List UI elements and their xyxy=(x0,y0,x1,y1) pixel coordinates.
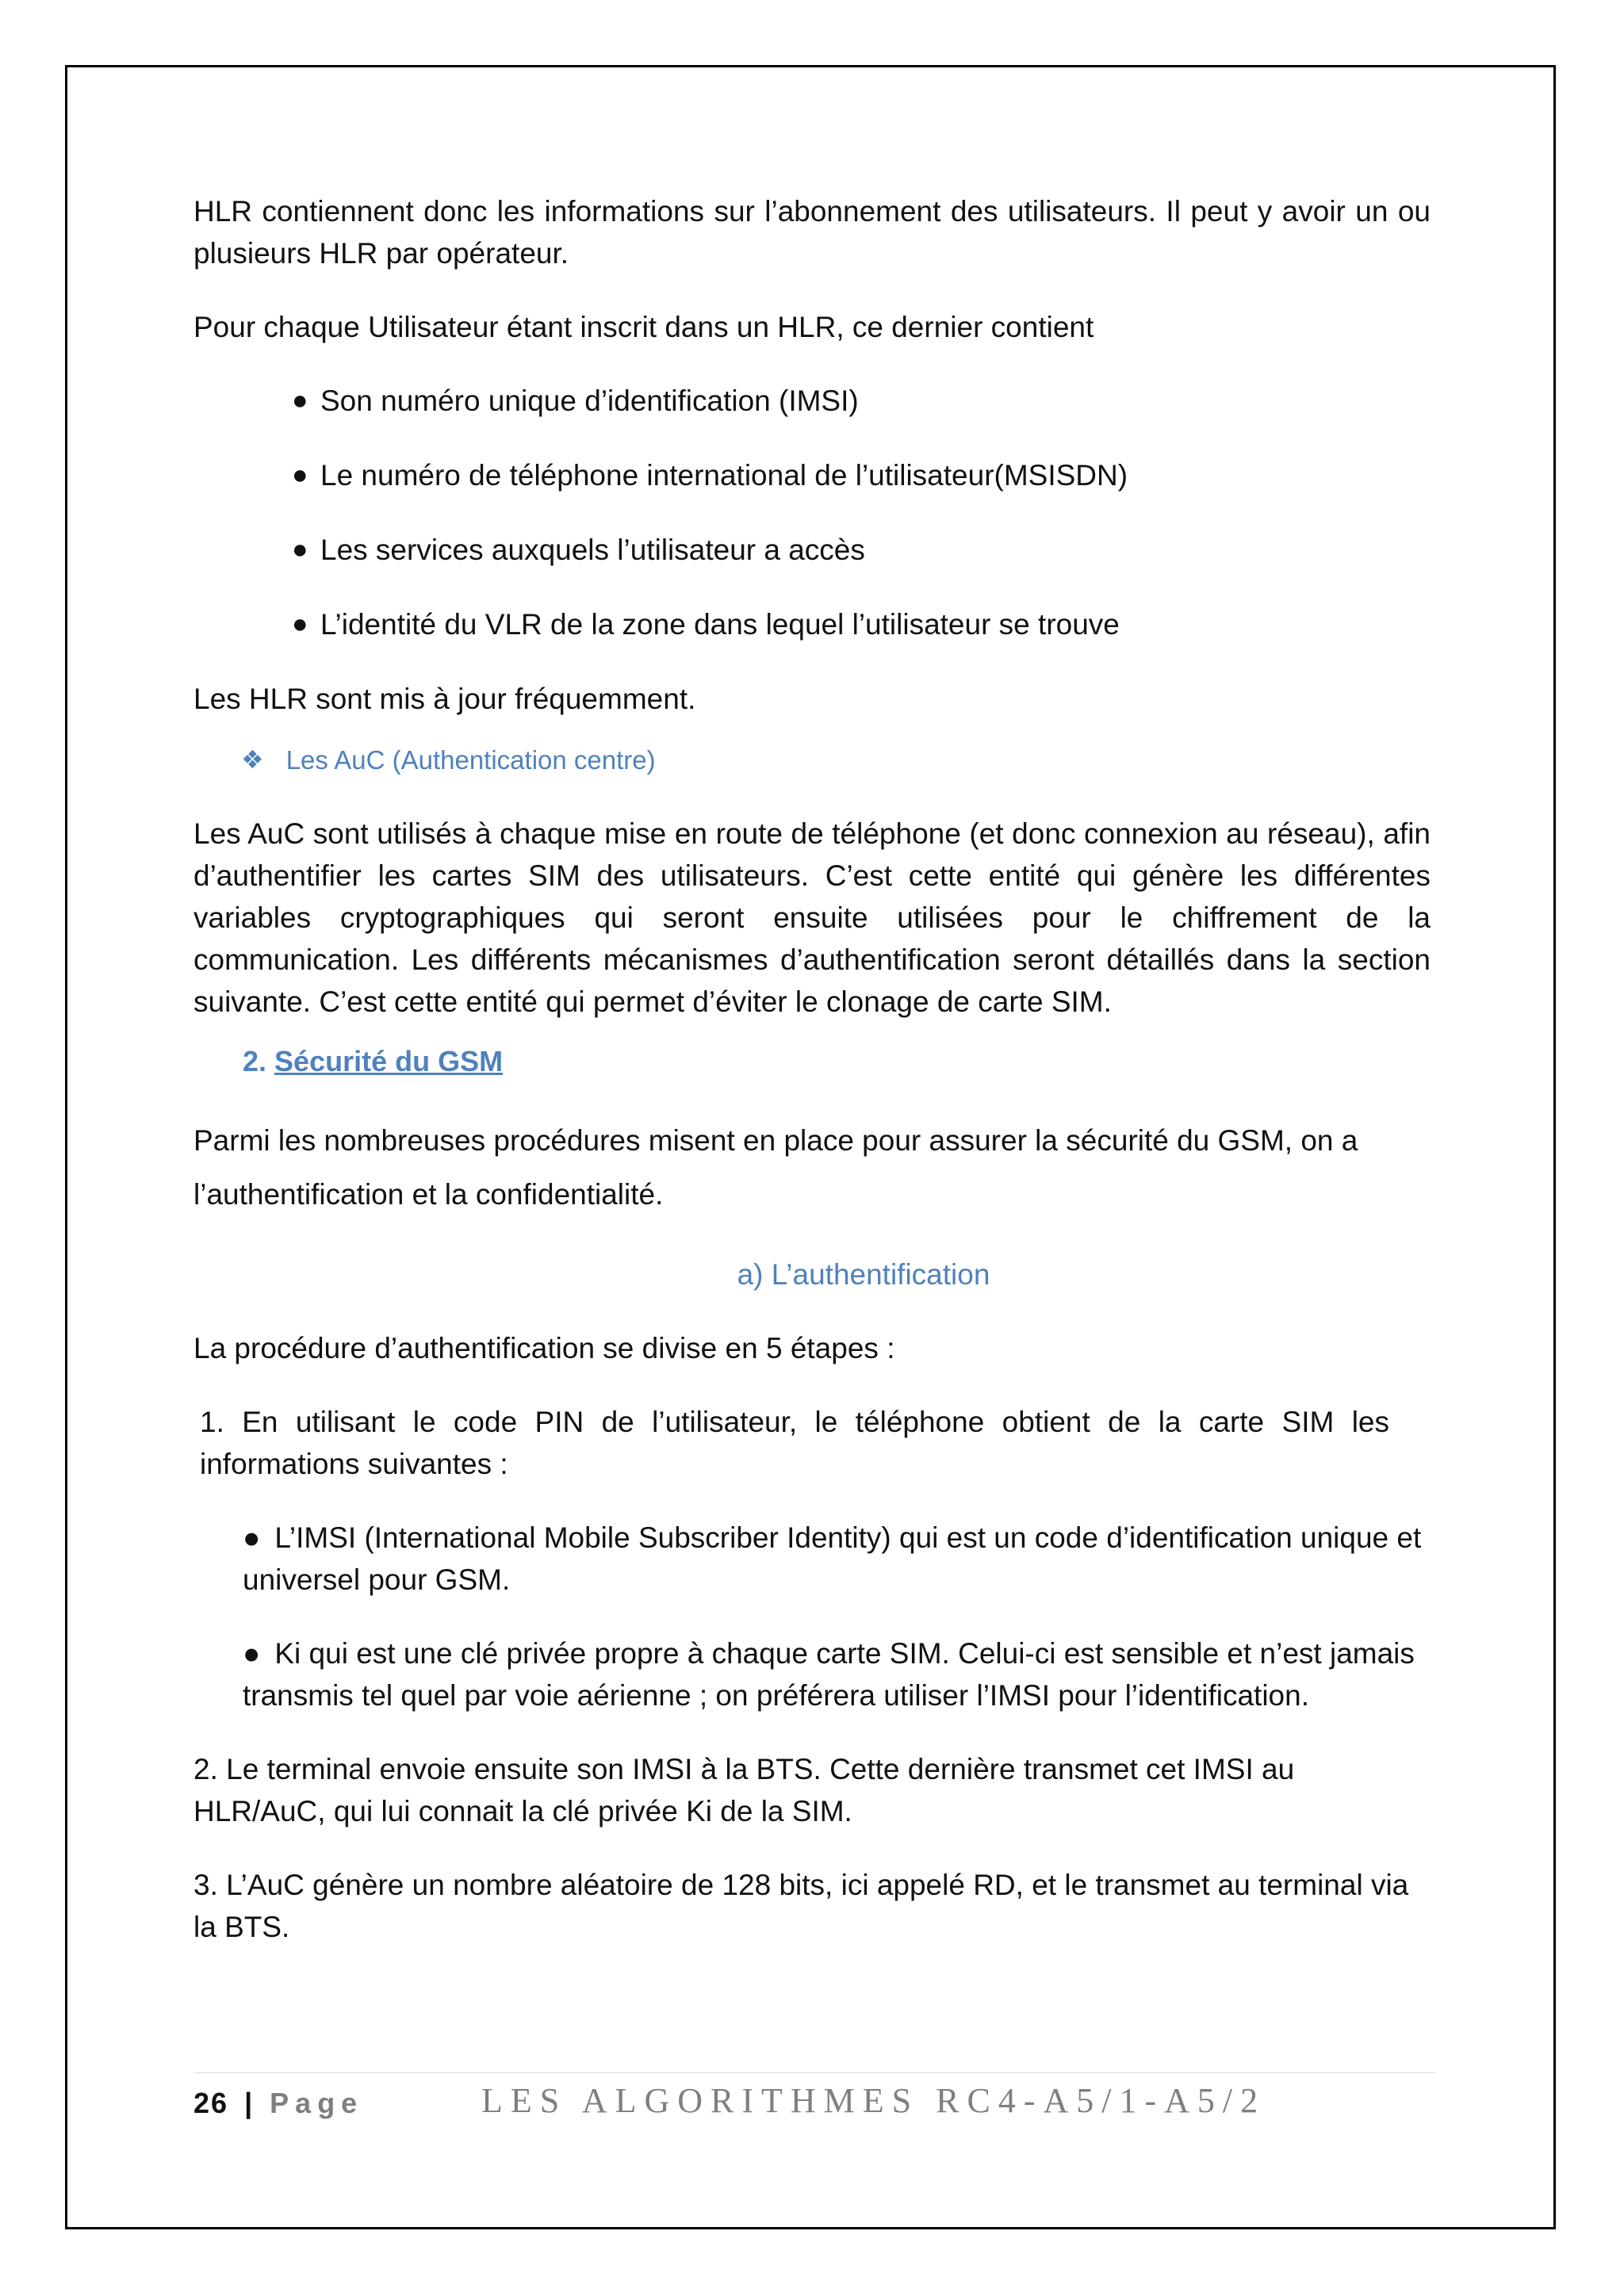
step-1-bullet-ki: ● Ki qui est une clé privée propre à chaque carte SIM. Celui-ci est sensible et n’est jamais transmis tel quel par voie aérienne ; on préférera utiliser l’IMSI pour l’identification. xyxy=(243,1637,1415,1712)
paragraph-hlr-intro: HLR contiennent donc les informations sur l’abonnement des utilisateurs. Il peut y avoir un ou plusieurs HLR par opérateur. xyxy=(193,195,1431,270)
paragraph-securite: Parmi les nombreuses procédures misent en place pour assurer la sécurité du GSM, on a l’authentification et la confidentialité. xyxy=(193,1124,1358,1211)
bullet-icon: ● xyxy=(292,534,308,564)
footer-divider xyxy=(193,2072,1435,2073)
list-item: ● Les services auxquels l’utilisateur a accès xyxy=(193,529,1431,571)
paragraph-hlr-contains: Pour chaque Utilisateur étant inscrit dans un HLR, ce dernier contient xyxy=(193,311,1094,343)
list-item: ● Son numéro unique d’identification (IMSI) xyxy=(193,380,1431,422)
bullet-icon: ● xyxy=(292,385,308,415)
step-3: 3. L’AuC génère un nombre aléatoire de 128 bits, ici appelé RD, et le transmet au terminal via la BTS. xyxy=(193,1869,1409,1943)
section-heading-securite: 2. Sécurité du GSM xyxy=(243,1045,504,1077)
step-2: 2. Le terminal envoie ensuite son IMSI à la BTS. Cette dernière transmet cet IMSI au HLR/AuC, qui lui connait la clé privée Ki de la SIM. xyxy=(193,1753,1295,1827)
bullet-icon: ● xyxy=(243,1521,261,1554)
bullet-icon: ● xyxy=(292,609,308,639)
document-body xyxy=(193,190,1431,1980)
document-title: LES ALGORITHMES RC4-A5/1-A5/2 xyxy=(481,2081,1266,2120)
step-1: 1. En utilisant le code PIN de l’utilisateur, le téléphone obtient de la carte SIM les informations suivantes : xyxy=(200,1406,1389,1480)
paragraph-hlr-update: Les HLR sont mis à jour fréquemment. xyxy=(193,683,696,715)
page-number: 26 | Page xyxy=(193,2087,364,2119)
auc-heading: ❖ Les AuC (Authentication centre) xyxy=(241,739,1431,781)
diamond-bullet-icon: ❖ xyxy=(241,745,264,774)
hlr-bullet-list xyxy=(193,380,1431,645)
paragraph-auc: Les AuC sont utilisés à chaque mise en route de téléphone (et donc connexion au réseau), afin d’authentifier les cartes SIM des utilisateurs. C’est cette entité qui génère les différentes variables cryptographiques qui seront ensuite utilisées pour le chiffrement de la communication. Les différents mécanismes d’authentification seront détaillés dans la section suivante. C’est cette entité qui permet d’éviter le clonage de carte SIM. xyxy=(193,817,1431,1018)
page-footer xyxy=(193,2080,1435,2125)
list-item: ● L’identité du VLR de la zone dans lequel l’utilisateur se trouve xyxy=(193,603,1431,645)
bullet-icon: ● xyxy=(243,1637,261,1670)
paragraph-auth-steps: La procédure d’authentification se divise en 5 étapes : xyxy=(193,1332,895,1364)
step-1-bullet-imsi: ● L’IMSI (International Mobile Subscriber Identity) qui est un code d’identification unique et universel pour GSM. xyxy=(243,1521,1422,1596)
bullet-icon: ● xyxy=(292,460,308,490)
auth-heading: a) L’authentification xyxy=(737,1258,990,1291)
list-item: ● Le numéro de téléphone international de l’utilisateur(MSISDN) xyxy=(193,454,1431,496)
